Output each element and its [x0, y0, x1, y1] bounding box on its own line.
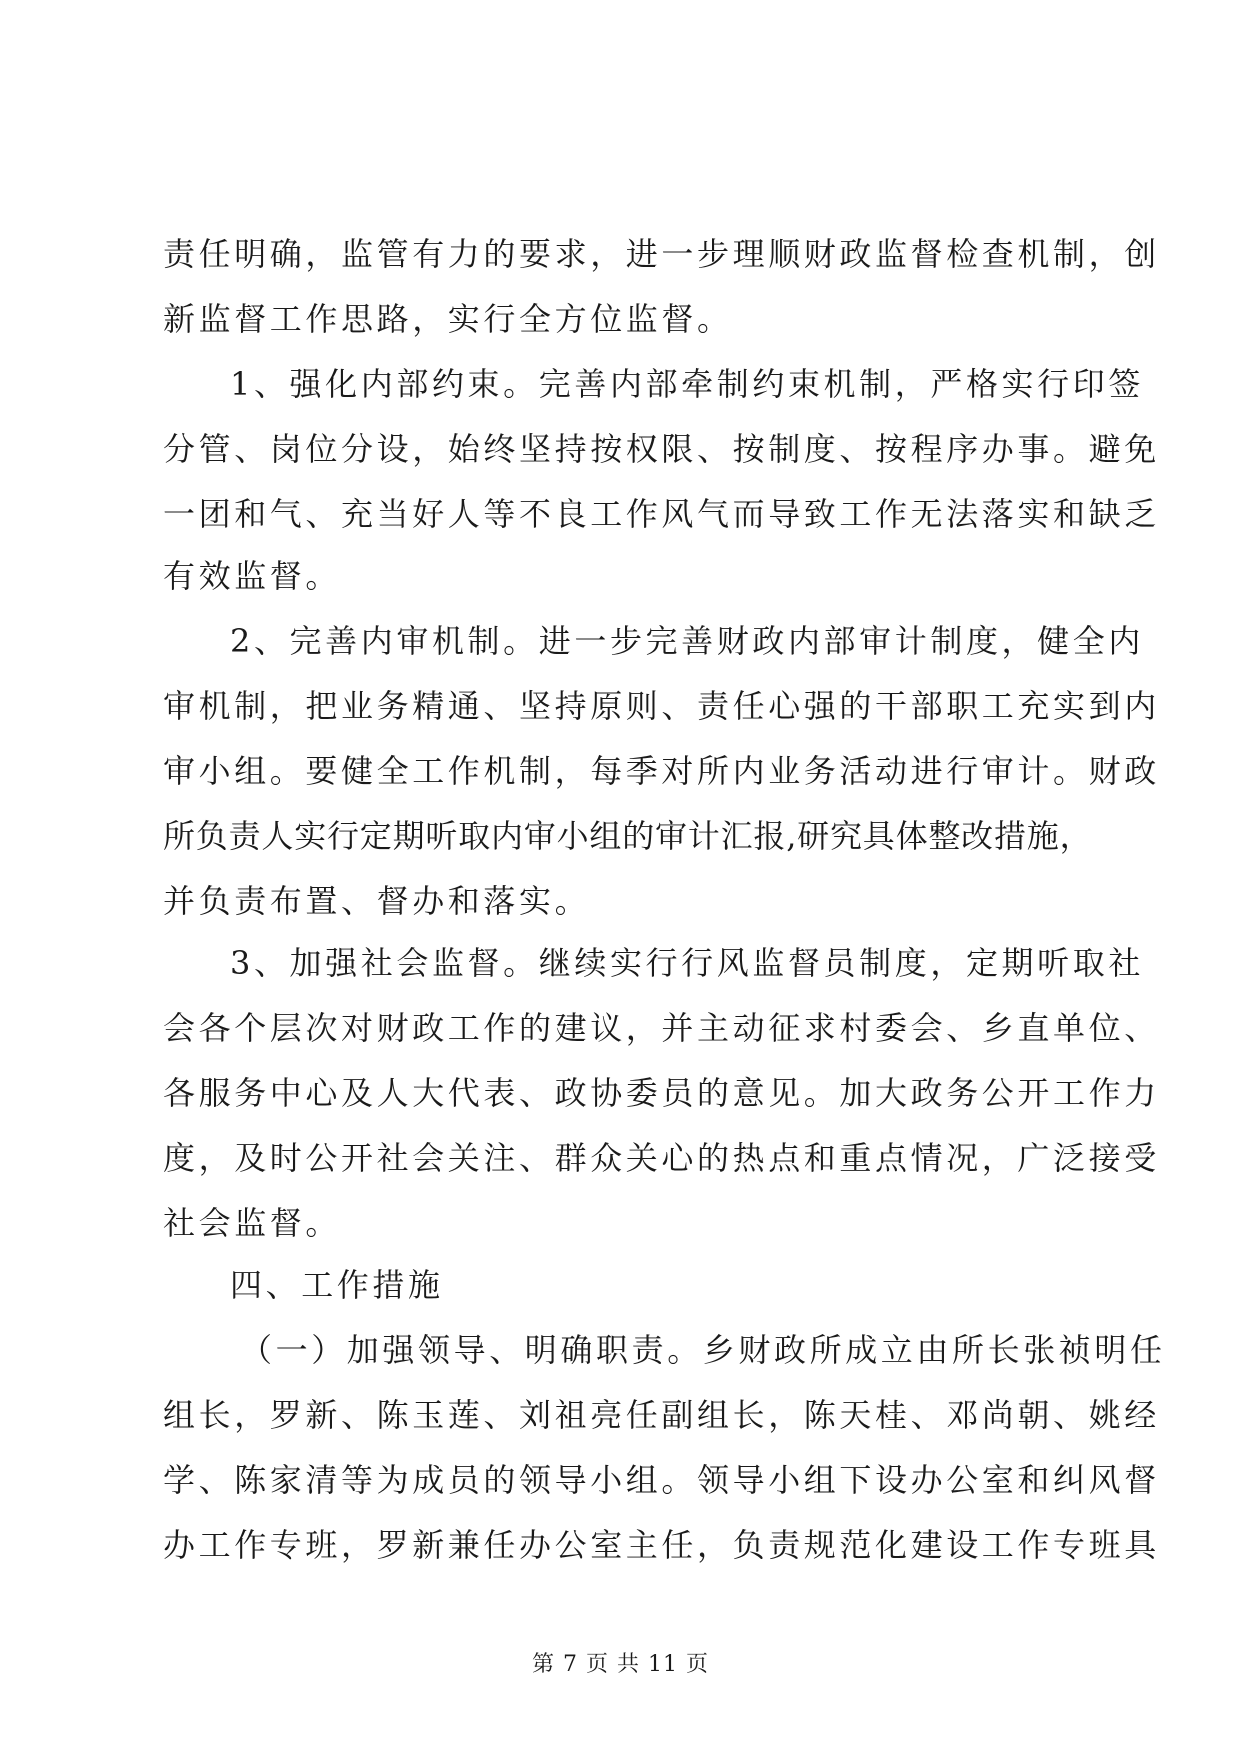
section-heading: 四、工作措施: [230, 1266, 444, 1304]
body-text-line: 有效监督。: [163, 557, 342, 595]
page-number-footer: 第 7 页 共 11 页: [532, 1652, 709, 1677]
body-text-line: 新监督工作思路，实行全方位监督。: [163, 300, 733, 338]
body-text-line: 2、完善内审机制。进一步完善财政内部审计制度，健全内: [230, 622, 1144, 660]
body-text-line: （一）加强领导、明确职责。乡财政所成立由所长张祯明任: [240, 1331, 1166, 1369]
body-text-line: 所负责人实行定期听取内审小组的审计汇报,研究具体整改措施，: [163, 817, 1093, 855]
body-text-line: 审小组。要健全工作机制，每季对所内业务活动进行审计。财政: [163, 752, 1160, 790]
body-text-line: 社会监督。: [163, 1204, 342, 1242]
body-text-line: 1、强化内部约束。完善内部牵制约束机制，严格实行印签: [230, 365, 1144, 403]
body-text-line: 度，及时公开社会关注、群众关心的热点和重点情况，广泛接受: [163, 1139, 1160, 1177]
body-text-line: 学、陈家清等为成员的领导小组。领导小组下设办公室和纠风督: [163, 1461, 1160, 1499]
body-text-line: 各服务中心及人大代表、政协委员的意见。加大政务公开工作力: [163, 1074, 1160, 1112]
body-text-line: 组长，罗新、陈玉莲、刘祖亮任副组长，陈天桂、邓尚朝、姚经: [163, 1396, 1160, 1434]
body-text-line: 分管、岗位分设，始终坚持按权限、按制度、按程序办事。避免: [163, 430, 1160, 468]
body-text-line: 3、加强社会监督。继续实行行风监督员制度，定期听取社: [230, 944, 1144, 982]
body-text-line: 会各个层次对财政工作的建议，并主动征求村委会、乡直单位、: [163, 1009, 1160, 1047]
body-text-line: 责任明确，监管有力的要求，进一步理顺财政监督检查机制，创: [163, 235, 1160, 273]
body-text-line: 一团和气、充当好人等不良工作风气而导致工作无法落实和缺乏: [163, 495, 1160, 533]
body-text-line: 办工作专班，罗新兼任办公室主任，负责规范化建设工作专班具: [163, 1526, 1160, 1564]
body-text-line: 审机制，把业务精通、坚持原则、责任心强的干部职工充实到内: [163, 687, 1160, 725]
body-text-line: 并负责布置、督办和落实。: [163, 882, 591, 920]
